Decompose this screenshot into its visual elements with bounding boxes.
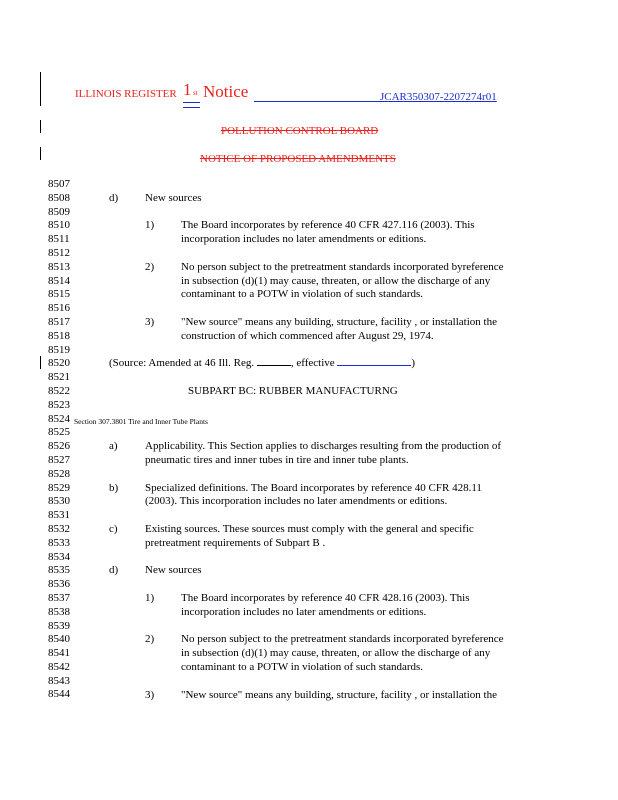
change-bar bbox=[40, 356, 41, 369]
line-number: 8524 bbox=[48, 412, 70, 425]
item-label: 1) bbox=[145, 219, 155, 232]
body-text: New sources bbox=[145, 191, 202, 204]
body-text: (2003). This incorporation includes no later amendments or editions. bbox=[145, 495, 448, 508]
item-label: 2) bbox=[145, 260, 155, 273]
line-number: 8531 bbox=[48, 509, 70, 522]
line-number: 8530 bbox=[48, 495, 70, 508]
line-number: 8537 bbox=[48, 591, 70, 604]
board-text: POLLUTION CONTROL BOARD bbox=[221, 125, 379, 137]
notice-label bbox=[203, 82, 248, 102]
source-text-a: (Source: Amended at 46 Ill. Reg. bbox=[109, 357, 255, 370]
line-number: 8512 bbox=[48, 246, 70, 259]
jcar-id bbox=[380, 87, 497, 105]
line-number: 8515 bbox=[48, 288, 70, 301]
line-number: 8523 bbox=[48, 398, 70, 411]
item-label: d) bbox=[109, 191, 119, 204]
line-number: 8540 bbox=[48, 633, 70, 646]
register-title: ILLINOIS REGISTER bbox=[75, 88, 177, 100]
body-text: contaminant to a POTW in violation of such standards. bbox=[181, 661, 424, 673]
header-rule bbox=[183, 107, 200, 108]
line-number: 8520 bbox=[48, 357, 70, 370]
item-label: d) bbox=[109, 564, 119, 577]
section-heading: Section 307.3801 Tire and Inner Tube Plants bbox=[74, 416, 208, 426]
line-number: 8507 bbox=[48, 178, 70, 190]
item-label: 3) bbox=[145, 316, 155, 328]
item-label: b) bbox=[109, 481, 119, 494]
header-rule bbox=[254, 101, 380, 102]
line-number: 8528 bbox=[48, 467, 70, 480]
change-bar bbox=[40, 120, 41, 133]
superscript-mark bbox=[193, 82, 198, 100]
line-number: 8508 bbox=[48, 191, 70, 204]
line-number: 8526 bbox=[48, 440, 70, 453]
item-label: c) bbox=[109, 523, 118, 535]
line-number: 8542 bbox=[48, 660, 70, 673]
body-text: Existing sources. These sources must comply with the general and specific bbox=[145, 523, 474, 535]
line-number: 8521 bbox=[48, 371, 70, 384]
notice-text: Notice bbox=[203, 82, 249, 101]
line-number: 8532 bbox=[48, 522, 70, 535]
item-label: 2) bbox=[145, 633, 155, 646]
body-text: "New source" means any building, structure, facility , or installation the bbox=[181, 316, 497, 328]
line-number: 8518 bbox=[48, 329, 70, 342]
body-text: incorporation includes no later amendments or editions. bbox=[181, 605, 427, 618]
body-text: pneumatic tires and inner tubes in tire and inner tube plants. bbox=[145, 454, 409, 466]
line-number: 8525 bbox=[48, 426, 70, 439]
item-label: a) bbox=[109, 440, 118, 453]
change-bar bbox=[40, 147, 41, 160]
line-number-column bbox=[48, 178, 70, 702]
line-number: 8513 bbox=[48, 260, 70, 273]
notice-title-text: NOTICE OF PROPOSED AMENDMENTS bbox=[200, 153, 396, 165]
body-text: Applicability. This Section applies to discharges resulting from the production of bbox=[145, 440, 502, 453]
line-number: 8516 bbox=[48, 302, 70, 315]
page-number bbox=[183, 80, 192, 100]
line-number: 8544 bbox=[48, 688, 70, 701]
blank-reg bbox=[257, 365, 291, 366]
source-text-c: ) bbox=[411, 357, 416, 370]
body-text: "New source" means any building, structure, facility , or installation the bbox=[181, 688, 497, 701]
body-text: No person subject to the pretreatment standards incorporated byreference bbox=[181, 633, 504, 646]
subpart-heading: SUBPART BC: RUBBER MANUFACTURNG bbox=[188, 385, 398, 397]
body-text: No person subject to the pretreatment standards incorporated byreference bbox=[181, 260, 504, 273]
body-text: Specialized definitions. The Board incorporates by reference 40 CFR 428.11 bbox=[145, 481, 482, 494]
item-label: 1) bbox=[145, 592, 155, 604]
line-number: 8522 bbox=[48, 384, 70, 397]
notice-title bbox=[200, 149, 396, 167]
line-number: 8538 bbox=[48, 605, 70, 618]
line-number: 8511 bbox=[48, 233, 70, 246]
source-note bbox=[109, 357, 415, 371]
source-text-b: , effective bbox=[290, 357, 335, 370]
page-number-text: 1 bbox=[183, 80, 192, 99]
header-rule bbox=[183, 102, 200, 103]
body-text: contaminant to a POTW in violation of such standards. bbox=[181, 288, 424, 301]
line-number: 8517 bbox=[48, 315, 70, 328]
line-number: 8529 bbox=[48, 481, 70, 494]
line-number: 8539 bbox=[48, 619, 70, 632]
line-number: 8534 bbox=[48, 550, 70, 563]
line-number: 8509 bbox=[48, 205, 70, 218]
jcar-text: JCAR350307-2207274r01 bbox=[380, 91, 497, 103]
body-text: in subsection (d)(1) may cause, threaten, or allow the discharge of any bbox=[181, 647, 491, 660]
line-number: 8514 bbox=[48, 274, 70, 287]
line-number: 8541 bbox=[48, 647, 70, 660]
line-number: 8519 bbox=[48, 343, 70, 356]
line-number: 8536 bbox=[48, 578, 70, 591]
body-text: The Board incorporates by reference 40 CFR 427.116 (2003). This bbox=[181, 219, 475, 232]
item-label: 3) bbox=[145, 688, 155, 701]
line-number: 8527 bbox=[48, 453, 70, 466]
register-header bbox=[75, 84, 177, 102]
body-text: construction of which commenced after August 29, 1974. bbox=[181, 329, 434, 342]
line-number: 8543 bbox=[48, 674, 70, 687]
body-text: The Board incorporates by reference 40 CFR 428.16 (2003). This bbox=[181, 592, 470, 604]
body-text: pretreatment requirements of Subpart B . bbox=[145, 536, 326, 549]
line-number: 8510 bbox=[48, 219, 70, 232]
superscript-text: st bbox=[193, 89, 198, 97]
body-text: in subsection (d)(1) may cause, threaten, or allow the discharge of any bbox=[181, 274, 491, 287]
blank-effective bbox=[337, 365, 411, 366]
body-text: New sources bbox=[145, 564, 202, 577]
change-bar bbox=[40, 72, 41, 106]
board-name bbox=[221, 121, 378, 139]
body-text: incorporation includes no later amendments or editions. bbox=[181, 233, 427, 246]
line-number: 8535 bbox=[48, 564, 70, 577]
line-number: 8533 bbox=[48, 536, 70, 549]
